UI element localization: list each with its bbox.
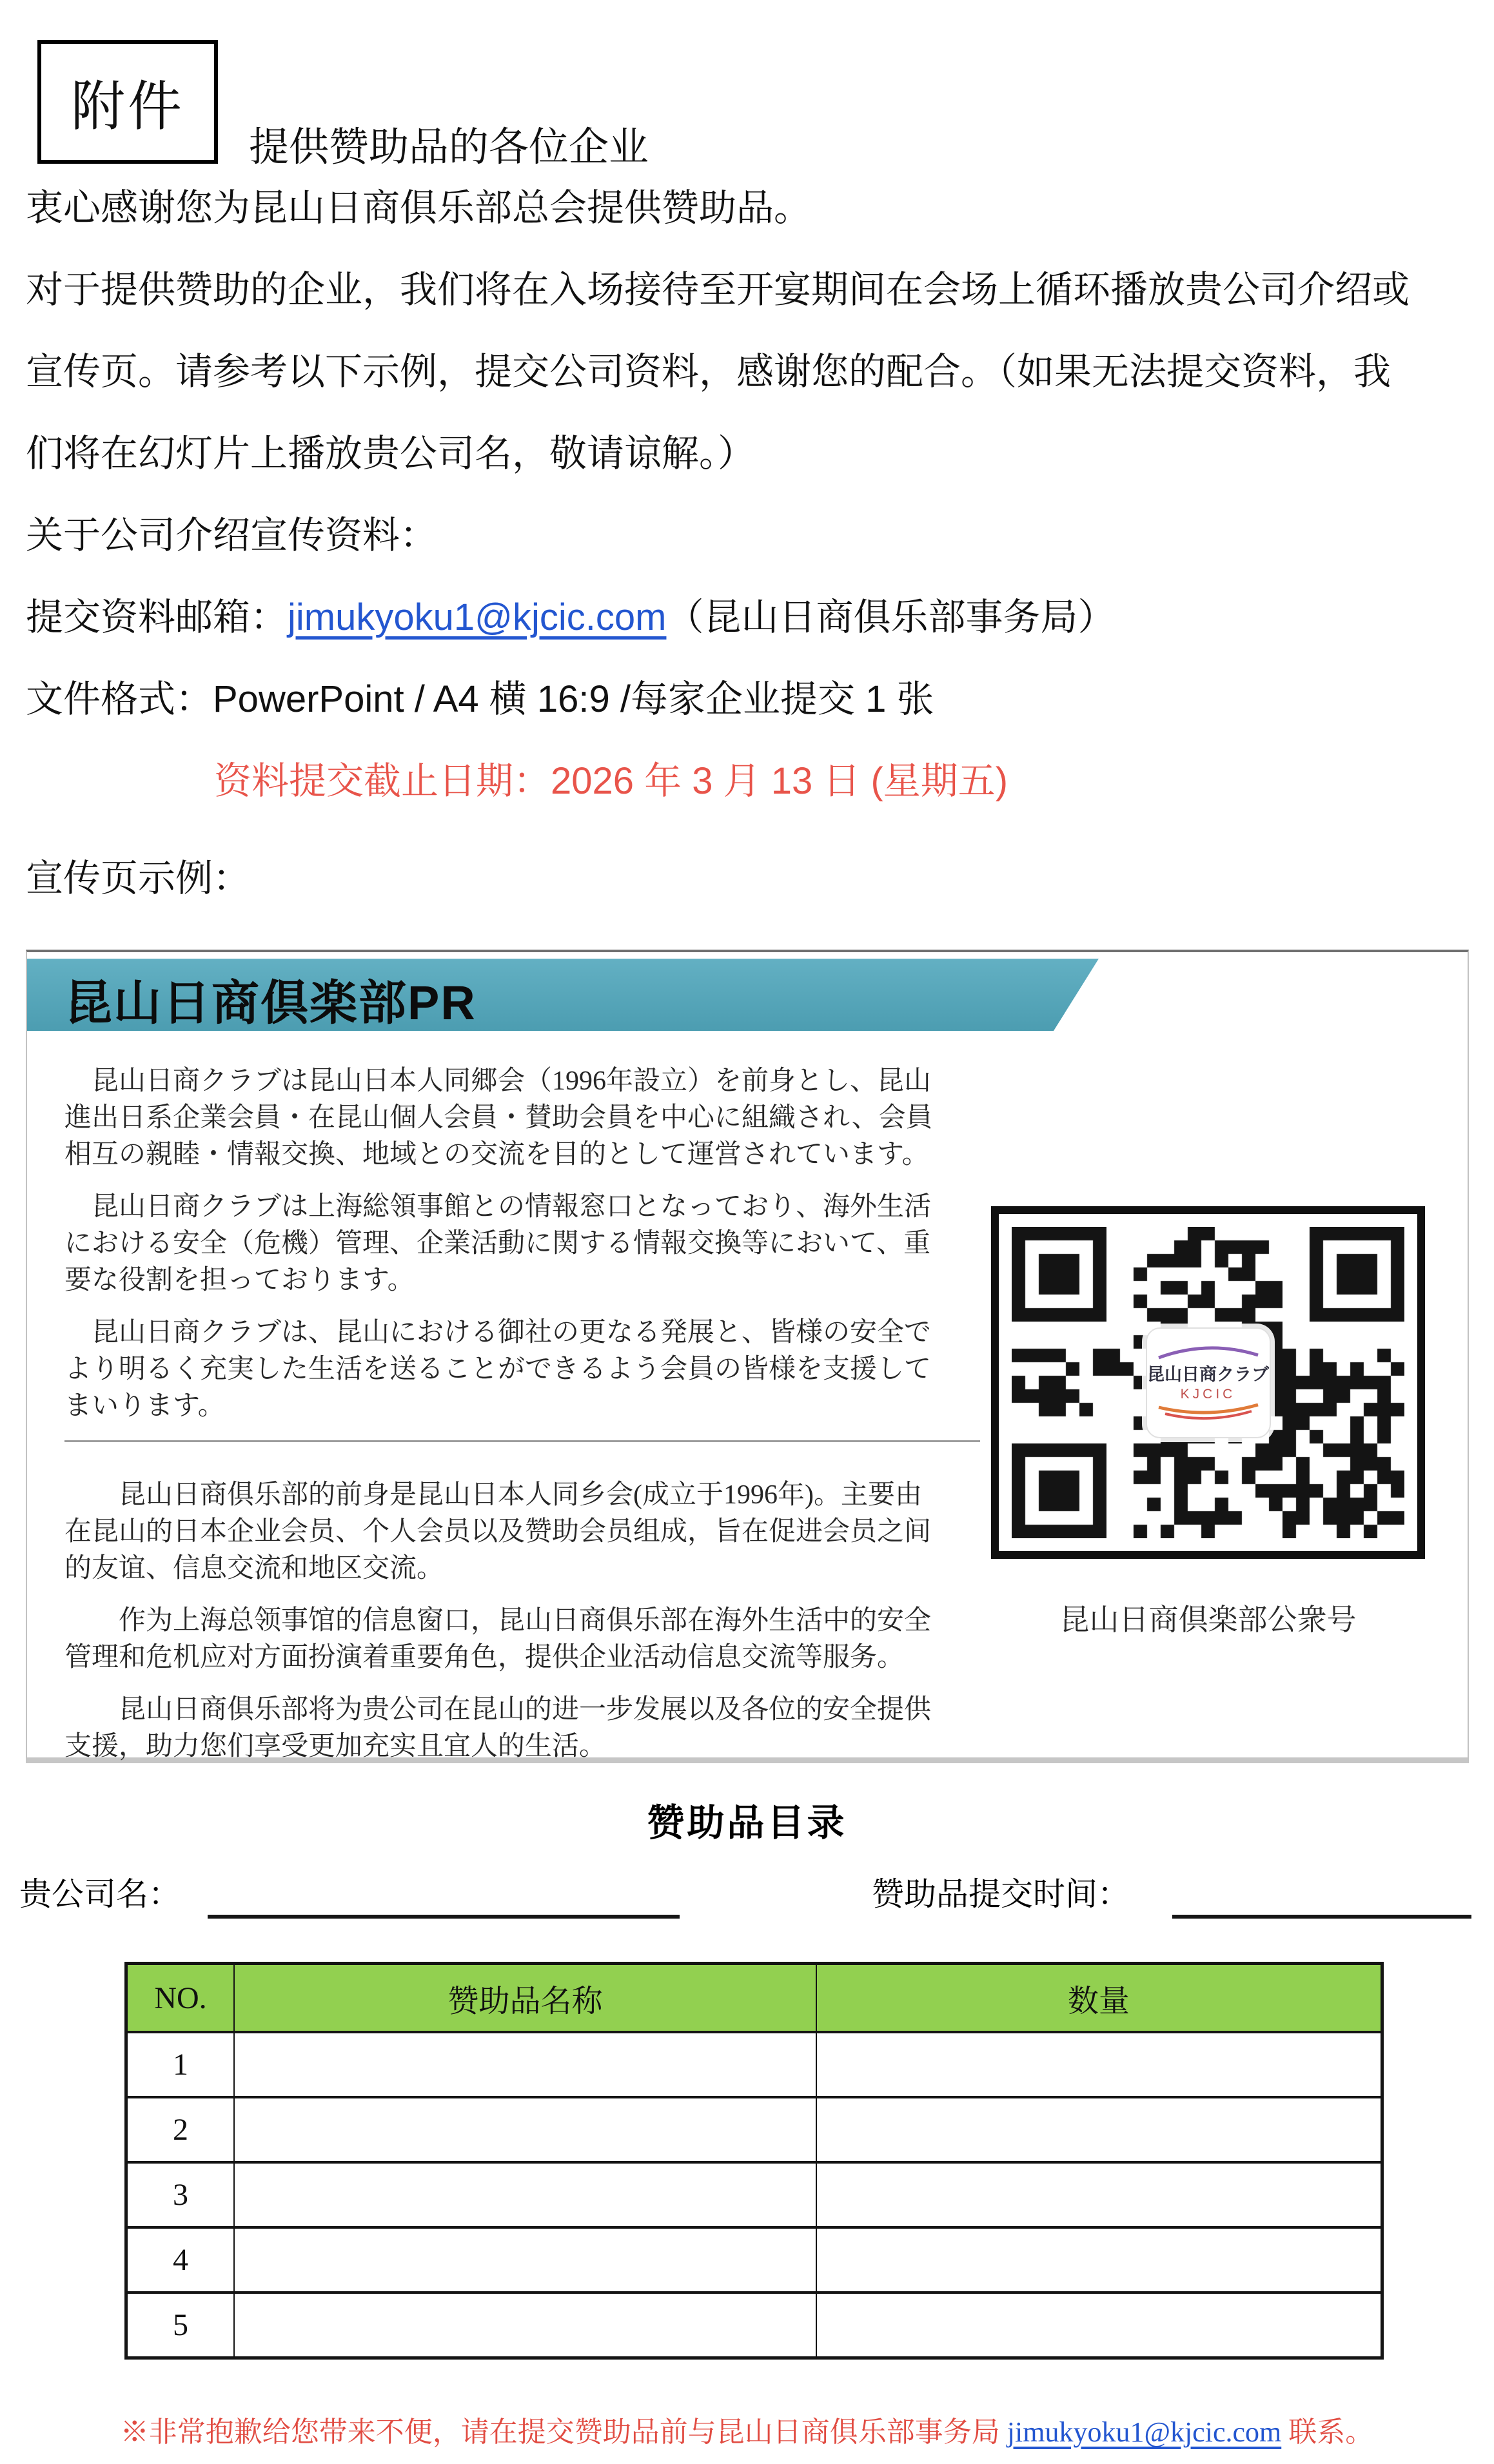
attachment-badge-label: 附件 [70,75,184,137]
item-name-cell-empty [235,2098,817,2161]
table-header-row [128,1965,1381,2031]
qr-logo-subtext: KJCIC [1180,1387,1236,1402]
pr-cn-line: 昆山日商俱乐部的前身是昆山日本人同乡会(成立于1996年)。主要由 [64,1480,922,1510]
pr-jp-line: 昆山日商クラブは上海総領事館との情報窓口となっており、海外生活 [64,1192,932,1222]
row-number: 4 [128,2229,235,2291]
pr-title: 昆山日商倶楽部PR [64,976,477,1030]
item-name-cell-empty [235,2229,817,2291]
row-number: 3 [128,2164,235,2226]
footer-email-link[interactable]: jimukyoku1@kjcic.com [1007,2416,1282,2448]
quantity-cell-empty [817,2229,1381,2291]
email-suffix: （昆山日商俱乐部事务局） [666,596,1116,638]
table-row [128,2031,1381,2096]
intro-line: 们将在幻灯片上播放贵公司名，敬请谅解。） [26,433,756,474]
quantity-cell-empty [817,2164,1381,2226]
logo-swoosh-top-icon [1154,1344,1263,1360]
submit-time-label: 赞助品提交时间： [872,1876,1130,1912]
submit-time-blank [1172,1915,1471,1919]
row-number: 1 [128,2033,235,2096]
pr-jp-line: まいります。 [64,1391,225,1421]
table-row [128,2291,1381,2356]
item-name-cell-empty [235,2294,817,2356]
table-row [128,2096,1381,2161]
pr-jp-line: 昆山日商クラブは、昆山における御社の更なる発展と、皆様の安全で [64,1318,932,1347]
footer-prefix: ※非常抱歉给您带来不便，请在提交赞助品前与昆山日商俱乐部事务局 [120,2416,1007,2448]
table-row [128,2161,1381,2226]
pr-jp-paragraph [64,1315,974,1425]
company-name-blank [208,1915,680,1919]
attachment-badge [37,40,218,164]
pr-section-divider [64,1440,980,1442]
catalog-title: 赞助品目录 [647,1802,847,1844]
intro-block [26,187,1477,942]
pr-jp-line: 要な役割を担っております。 [64,1266,415,1295]
logo-swoosh-bottom-icon [1154,1402,1263,1422]
pr-cn-line: 作为上海总领事馆的信息窗口，昆山日商俱乐部在海外生活中的安全 [64,1606,932,1636]
pr-cn-paragraph [64,1603,974,1676]
email-line [26,596,1477,638]
header-cell-no: NO. [128,1965,235,2031]
email-label: 提交资料邮箱： [26,596,288,638]
qr-block [991,1206,1425,1639]
pr-jp-line: 相互の親睦・情報交換、地域との交流を目的として運営されています。 [64,1140,929,1169]
pr-cn-line: 管理和危机应对方面扮演着重要角色，提供企业活动信息交流等服务。 [64,1643,905,1672]
sponsor-items-table [124,1962,1384,2360]
intro-line: 对于提供赞助的企业，我们将在入场接待至开宴期间在会场上循环播放贵公司介绍或 [26,269,1410,311]
pr-cn-paragraph [64,1477,974,1587]
intro-line: 宣传页。请参考以下示例，提交公司资料，感谢您的配合。（如果无法提交资料，我 [26,351,1391,393]
pr-cn-line: 在昆山的日本企业会员、个人会员以及赞助会员组成，旨在促进会员之间 [64,1517,932,1547]
pr-cn-line: 的友谊、信息交流和地区交流。 [64,1554,444,1583]
header-cell-item-name: 赞助品名称 [235,1965,817,2031]
qr-logo-text: 昆山日商クラブ [1147,1365,1269,1384]
pr-jp-line: より明るく充実した生活を送ることができるよう会員の皆様を支援して [64,1354,932,1384]
pr-cn-line: 支援，助力您们享受更加充实且宜人的生活。 [64,1732,607,1761]
about-materials-label: 关于公司介绍宣传资料： [26,514,438,556]
pr-cn-paragraph [64,1692,974,1765]
qr-caption: 昆山日商倶楽部公衆号 [1059,1603,1357,1636]
footer-note [0,2409,1494,2450]
item-name-cell-empty [235,2164,817,2226]
pr-body-text [64,1063,974,1765]
deadline-line: 资料提交截止日期：2026 年 3 月 13 日 (星期五) [214,760,1008,802]
pr-jp-line: 進出日系企業会員・在昆山個人会員・賛助会員を中心に組織され、会員 [64,1103,933,1133]
row-number: 5 [128,2294,235,2356]
pr-jp-paragraph [64,1189,974,1299]
example-label: 宣传页示例： [26,857,251,899]
pr-jp-line: 昆山日商クラブは昆山日本人同郷会（1996年設立）を前身とし、昆山 [64,1066,932,1096]
submission-email-link[interactable]: jimukyoku1@kjcic.com [288,596,667,638]
pr-jp-paragraph [64,1063,974,1173]
table-row [128,2226,1381,2291]
intro-line: 衷心感谢您为昆山日商俱乐部总会提供赞助品。 [26,187,812,229]
pr-cn-line: 昆山日商俱乐部将为贵公司在昆山的进一步发展以及各位的安全提供 [64,1695,932,1725]
qr-code [991,1206,1425,1559]
pr-example-box [26,950,1469,1763]
quantity-cell-empty [817,2098,1381,2161]
row-number: 2 [128,2098,235,2161]
footer-suffix: 联系。 [1281,2416,1374,2448]
quantity-cell-empty [817,2294,1381,2356]
header-cell-quantity: 数量 [1067,1984,1130,2019]
qr-center-logo [1146,1327,1271,1438]
item-name-cell-empty [235,2033,817,2096]
recipient-line: 提供赞助品的各位企业 [249,125,649,170]
company-name-label: 贵公司名： [19,1876,181,1912]
quantity-cell-empty [817,2033,1381,2096]
file-format-line: 文件格式：PowerPoint / A4 横 16:9 /每家企业提交 1 张 [26,678,934,720]
pr-jp-line: における安全（危機）管理、企業活動に関する情報交換等において、重 [64,1229,931,1258]
